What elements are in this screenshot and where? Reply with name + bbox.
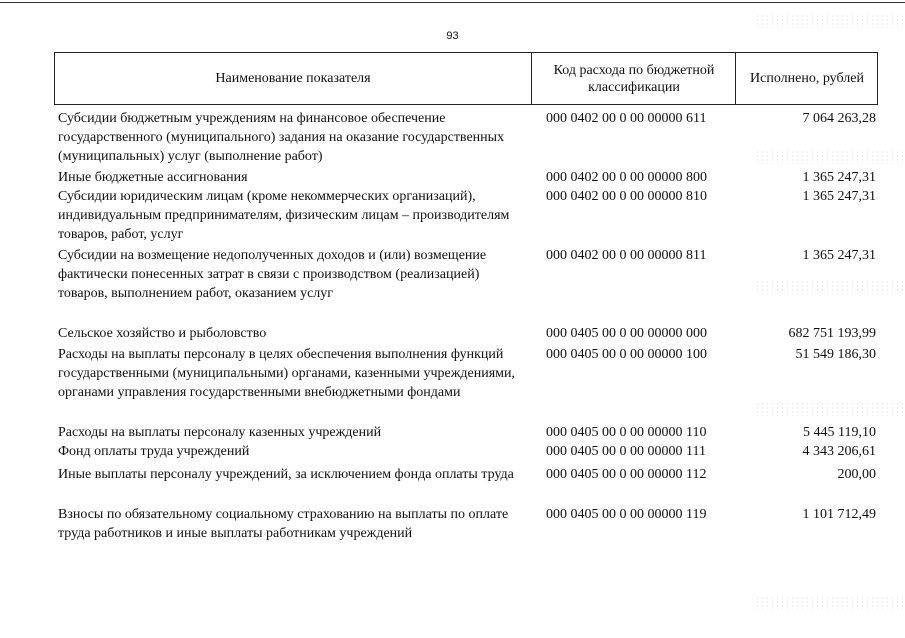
row-name: Расходы на выплаты персоналу казенных учреждений <box>58 425 382 440</box>
row-code: 000 0405 00 0 00 00000 111 <box>546 444 706 459</box>
row-code: 000 0405 00 0 00 00000 100 <box>546 347 707 362</box>
row-amount: 5 445 119,10 <box>803 425 876 440</box>
header-code: Код расхода по бюджетной классификации <box>531 53 736 104</box>
header-executed: Исполнено, рублей <box>735 53 878 104</box>
row-name: Иные бюджетные ассигнования <box>58 170 248 185</box>
row-name: Расходы на выплаты персоналу в целях обеспечения выполнения функций государственными (муниципальными) органами, казенными учреждениями, органами управления государственными внебюджетными фондами <box>58 347 515 400</box>
row-code: 000 0402 00 0 00 00000 810 <box>546 189 707 204</box>
row-name: Субсидии на возмещение недополученных доходов и (или) возмещение фактически понесенных затрат в связи с производством (реализацией) товаров, выполнением работ, оказанием услуг <box>58 248 487 301</box>
row-amount: 1 365 247,31 <box>802 189 876 204</box>
page-number: 93 <box>446 30 459 42</box>
row-name: Взносы по обязательному социальному страхованию на выплаты по оплате труда работников и иные выплаты работникам учреждений <box>58 507 509 541</box>
row-amount: 4 343 206,61 <box>802 444 876 459</box>
row-code: 000 0405 00 0 00 00000 000 <box>546 326 707 341</box>
row-amount: 51 549 186,30 <box>795 347 876 362</box>
row-amount: 200,00 <box>837 467 876 482</box>
row-amount: 682 751 193,99 <box>788 326 876 341</box>
row-code: 000 0405 00 0 00 00000 112 <box>546 467 707 482</box>
scan-noise <box>755 402 905 416</box>
row-name: Субсидии бюджетным учреждениям на финансовое обеспечение государственного (муниципального) задания на оказание государственных (муниципальных) услуг (выполнение работ) <box>58 111 505 164</box>
row-name: Иные выплаты персоналу учреждений, за исключением фонда оплаты труда <box>58 467 514 482</box>
scan-noise <box>755 596 905 610</box>
row-code: 000 0405 00 0 00 00000 119 <box>546 507 707 522</box>
row-name: Субсидии юридическим лицам (кроме некоммерческих организаций), индивидуальным предпринимателям, физическим лицам – производителям товаров, работ, услуг <box>58 189 510 242</box>
top-rule <box>0 2 905 3</box>
row-name: Сельское хозяйство и рыболовство <box>58 326 267 341</box>
row-code: 000 0402 00 0 00 00000 811 <box>546 248 707 263</box>
scan-noise <box>755 14 905 28</box>
header-name: Наименование показателя <box>215 71 371 86</box>
table-header <box>54 52 878 105</box>
row-code: 000 0402 00 0 00 00000 611 <box>546 111 707 126</box>
row-name: Фонд оплаты труда учреждений <box>58 444 250 459</box>
row-amount: 7 064 263,28 <box>802 111 876 126</box>
row-code: 000 0405 00 0 00 00000 110 <box>546 425 707 440</box>
row-code: 000 0402 00 0 00 00000 800 <box>546 170 707 185</box>
row-amount: 1 101 712,49 <box>802 507 876 522</box>
scan-noise <box>755 150 905 164</box>
row-amount: 1 365 247,31 <box>802 170 876 185</box>
scan-noise <box>755 280 905 294</box>
row-amount: 1 365 247,31 <box>802 248 876 263</box>
